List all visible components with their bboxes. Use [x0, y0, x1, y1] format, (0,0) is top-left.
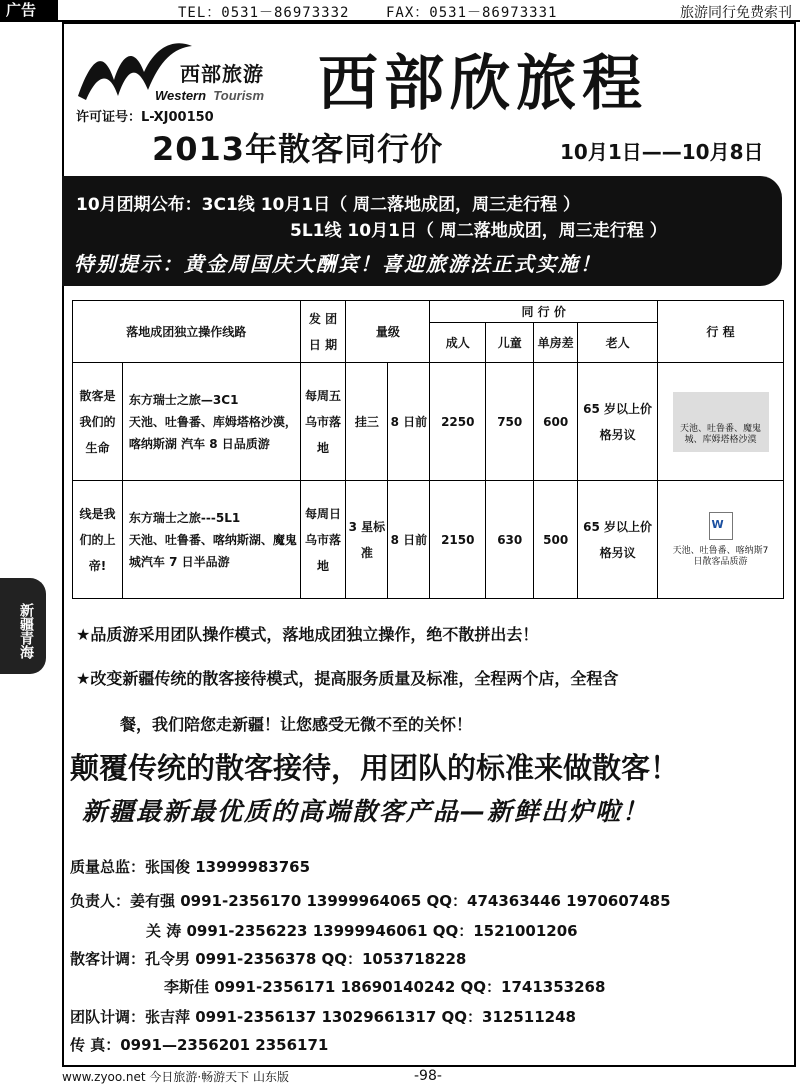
child-price: 630: [486, 481, 534, 599]
contact-row: 质量总监：张国俊 13999983765: [70, 858, 311, 876]
table-row: [73, 481, 784, 599]
brand-title: 西部欣旅程: [318, 49, 648, 119]
depart-cell: 每周五乌市落地: [300, 363, 346, 481]
slogan-main: 颠覆传统的散客接待，用团队的标准来做散客！: [70, 751, 680, 785]
header-route: 落地成团独立操作线路: [73, 301, 301, 363]
adult-price: 2150: [430, 481, 486, 599]
header-peer-price: 同 行 价: [430, 301, 658, 323]
contact-row: 关 涛 0991-2356223 13999946061 QQ：1521001206: [146, 922, 578, 940]
senior-price: 65 岁以上价格另议: [578, 481, 658, 599]
itinerary-attachment[interactable]: [673, 512, 769, 568]
header-depart: 发 团 日 期: [300, 301, 346, 363]
adult-price: 2250: [430, 363, 486, 481]
top-fax: FAX：0531－86973331: [386, 5, 558, 21]
feature-1: ★品质游采用团队操作模式，落地成团独立操作，绝不散拼出去！: [76, 625, 539, 644]
itinerary-cell[interactable]: [658, 481, 784, 599]
route-cell: [122, 363, 300, 481]
itinerary-cell[interactable]: [658, 363, 784, 481]
logo-cn: 西部旅游: [180, 62, 264, 86]
price-table: [72, 300, 784, 599]
notice-line-1: 10月团期公布：3C1线 10月1日（ 周二落地成团，周三走行程 ）: [76, 195, 581, 215]
header-itinerary: 行 程: [658, 301, 784, 363]
senior-price: 65 岁以上价格另议: [578, 363, 658, 481]
feature-3: 餐，我们陪您走新疆！让您感受无微不至的关怀！: [120, 715, 473, 734]
single-price: 500: [534, 481, 578, 599]
days-cell: 8 日前: [388, 481, 430, 599]
itinerary-filename: 天池、吐鲁番、喀纳斯7日散客品质游: [672, 545, 769, 567]
footer-site[interactable]: www.zyoo.net 今日旅游·畅游天下 山东版: [62, 1070, 289, 1084]
header-adult: 成人: [430, 323, 486, 363]
contact-row: 负责人：姜有强 0991-2356170 13999964065 QQ：474363446 1970607485: [70, 892, 671, 910]
word-doc-icon[interactable]: W: [709, 512, 733, 540]
date-range: 10月1日——10月8日: [560, 140, 764, 164]
side-text-b: 线是我们的上帝!: [73, 481, 123, 599]
top-tel: TEL：0531－86973332: [178, 5, 350, 21]
price-title: 2013年散客同行价: [152, 130, 444, 168]
header-child: 儿童: [486, 323, 534, 363]
notice-line-2: 5L1线 10月1日（ 周二落地成团，周三走行程 ）: [290, 221, 667, 241]
route-cell: [122, 481, 300, 599]
header-level: 量级: [346, 301, 430, 363]
contact-row: 传 真：0991—2356201 2356171: [70, 1036, 329, 1054]
logo-en: Western Tourism: [155, 88, 265, 103]
route-name: 东方瑞士之旅---5L1: [128, 510, 241, 525]
slogan-sub: 新疆最新最优质的高端散客产品—新鲜出炉啦！: [82, 797, 650, 826]
header-senior: 老人: [578, 323, 658, 363]
page-number: -98-: [414, 1068, 442, 1084]
notice-line-3: 特别提示：黄金周国庆大酬宾！喜迎旅游法正式实施！: [74, 252, 602, 276]
header-single: 单房差: [534, 323, 578, 363]
single-price: 600: [534, 363, 578, 481]
top-right-label: 旅游同行免费索刊: [680, 5, 792, 21]
days-cell: 8 日前: [388, 363, 430, 481]
feature-2: ★改变新疆传统的散客接待模式，提高服务质量及标准，全程两个店，全程含: [76, 669, 619, 688]
contact-row: 团队计调：张吉萍 0991-2356137 13029661317 QQ：312511248: [70, 1008, 576, 1026]
side-tab: 新疆青海: [0, 578, 46, 674]
level-cell: 3 星标准: [346, 481, 388, 599]
child-price: 750: [486, 363, 534, 481]
route-name: 东方瑞士之旅—3C1: [128, 392, 239, 407]
side-text-a: 散客是我们的生命: [73, 363, 123, 481]
itinerary-attachment[interactable]: 天池、吐鲁番、魔鬼城、库姆塔格沙漠: [673, 392, 769, 452]
table-row: [73, 363, 784, 481]
ad-tag: 广告: [0, 0, 58, 20]
route-desc: 天池、吐鲁番、库姆塔格沙漠，喀纳斯湖 汽车 8 日品质游: [128, 414, 297, 451]
route-desc: 天池、吐鲁番、喀纳斯湖、魔鬼城汽车 7 日半品游: [128, 532, 297, 569]
notice-banner: [62, 176, 782, 286]
depart-cell: 每周日乌市落地: [300, 481, 346, 599]
contact-row: 李斯佳 0991-2356171 18690140242 QQ：1741353268: [164, 978, 606, 996]
license-number: 许可证号：L-XJ00150: [76, 110, 214, 125]
level-cell: 挂三: [346, 363, 388, 481]
contact-row: 散客计调：孔令男 0991-2356378 QQ：1053718228: [70, 950, 467, 968]
top-bar: [0, 0, 800, 22]
